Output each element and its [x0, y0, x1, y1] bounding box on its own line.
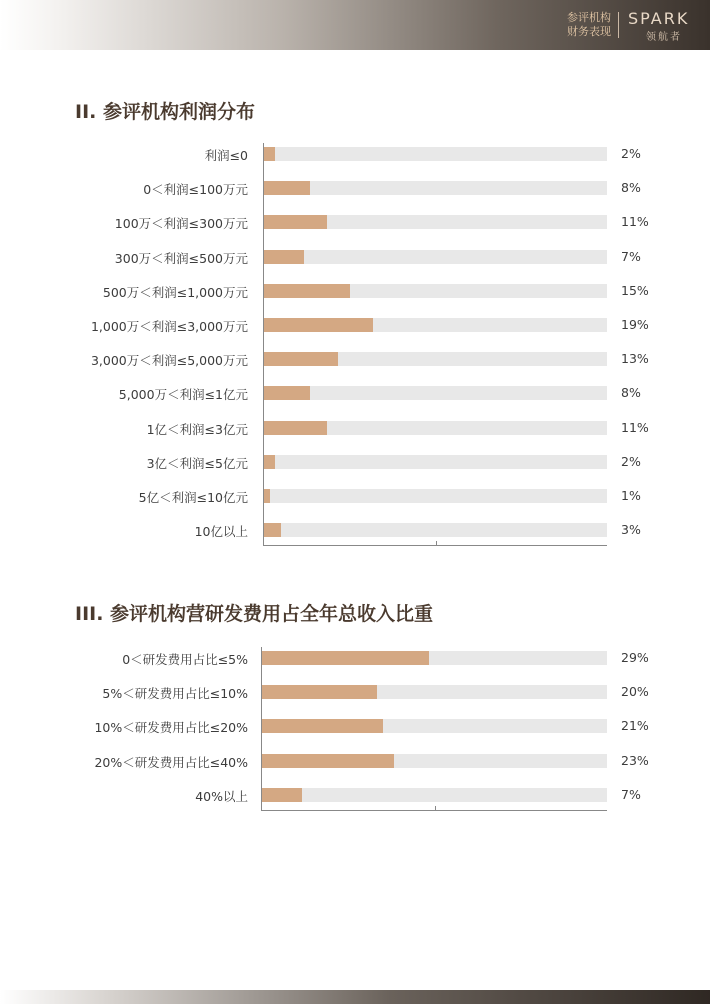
- bar: [264, 250, 304, 264]
- spark-logo: SPARK: [628, 9, 690, 28]
- bar-track: [264, 147, 607, 161]
- x-axis-line: [261, 810, 607, 811]
- bar-label: 10%＜研发费用占比≤20%: [94, 720, 248, 736]
- bar-value-label: 15%: [621, 282, 649, 298]
- header-band: [0, 0, 710, 50]
- bar-track: [264, 181, 607, 195]
- bar-track: [264, 250, 607, 264]
- bar-track: [264, 215, 607, 229]
- bar-label: 5%＜研发费用占比≤10%: [102, 686, 248, 702]
- bar-label: 利润≤0: [204, 148, 248, 163]
- bar-value-label: 23%: [621, 752, 649, 768]
- bar: [264, 318, 373, 332]
- bar-value-label: 29%: [621, 650, 649, 665]
- bar-track: [262, 651, 607, 665]
- bar: [264, 215, 327, 229]
- bar-track: [264, 489, 607, 503]
- bar-value-label: 1%: [621, 488, 641, 503]
- y-axis-line: [261, 647, 262, 810]
- bar-track: [262, 685, 607, 699]
- bar: [264, 147, 275, 161]
- bar-value-label: 11%: [621, 419, 649, 435]
- bar-label: 20%＜研发费用占比≤40%: [94, 754, 248, 770]
- bar: [262, 685, 377, 699]
- bar: [264, 523, 281, 537]
- bar: [262, 788, 302, 802]
- bar-label: 300万＜利润≤500万元: [114, 250, 248, 266]
- x-axis-tick: [435, 806, 436, 810]
- bar-label: 3,000万＜利润≤5,000万元: [90, 353, 248, 369]
- header-divider: [618, 12, 619, 38]
- bar-track: [262, 754, 607, 768]
- header-subtitle: [553, 11, 611, 39]
- bar: [264, 489, 270, 503]
- bar: [262, 651, 429, 665]
- y-axis-line: [263, 143, 264, 545]
- spark-logo-cn: 领航者: [646, 32, 682, 43]
- bar-value-label: 2%: [621, 453, 641, 469]
- bar-track: [264, 284, 607, 298]
- bar-value-label: 21%: [621, 718, 649, 734]
- bar: [264, 284, 350, 298]
- bar-label: 1,000万＜利润≤3,000万元: [90, 319, 248, 334]
- bar: [262, 754, 394, 768]
- bar-value-label: 3%: [621, 522, 641, 538]
- bar: [264, 421, 327, 435]
- header-subtitle-line1: 参评机构: [567, 11, 611, 24]
- bar-value-label: 13%: [621, 351, 649, 367]
- footer-band: [0, 990, 710, 1004]
- bar-label: 5亿＜利润≤10亿元: [138, 490, 248, 505]
- section-title-profit: II. 参评机构利润分布: [75, 101, 255, 123]
- bar: [262, 719, 383, 733]
- bar-label: 5,000万＜利润≤1亿元: [118, 387, 248, 403]
- bar: [264, 386, 310, 400]
- bar-value-label: 19%: [621, 317, 649, 332]
- bar-value-label: 8%: [621, 180, 641, 196]
- bar: [264, 455, 275, 469]
- bar-value-label: 7%: [621, 248, 641, 264]
- bar-track: [264, 523, 607, 537]
- section-title-rnd: III. 参评机构营研发费用占全年总收入比重: [75, 603, 434, 625]
- x-axis-line: [263, 545, 607, 546]
- bar-track: [262, 788, 607, 802]
- bar-value-label: 11%: [621, 214, 649, 230]
- bar-label: 1亿＜利润≤3亿元: [146, 421, 248, 437]
- bar-label: 3亿＜利润≤5亿元: [146, 455, 248, 471]
- bar-value-label: 8%: [621, 385, 641, 401]
- bar-track: [264, 318, 607, 332]
- bar-track: [264, 421, 607, 435]
- bar-value-label: 20%: [621, 684, 649, 700]
- header-subtitle-line2: 财务表现: [567, 25, 611, 38]
- bar: [264, 181, 310, 195]
- bar-track: [262, 719, 607, 733]
- bar-value-label: 2%: [621, 146, 641, 161]
- bar: [264, 352, 338, 366]
- bar-value-label: 7%: [621, 786, 641, 802]
- bar-label: 0＜利润≤100万元: [143, 182, 248, 198]
- bar-label: 100万＜利润≤300万元: [114, 216, 248, 232]
- bar-label: 500万＜利润≤1,000万元: [102, 284, 248, 300]
- bar-track: [264, 352, 607, 366]
- bar-track: [264, 455, 607, 469]
- bar-track: [264, 386, 607, 400]
- bar-label: 0＜研发费用占比≤5%: [122, 652, 248, 667]
- bar-label: 10亿以上: [194, 524, 248, 540]
- bar-label: 40%以上: [195, 788, 248, 804]
- x-axis-tick: [436, 541, 437, 545]
